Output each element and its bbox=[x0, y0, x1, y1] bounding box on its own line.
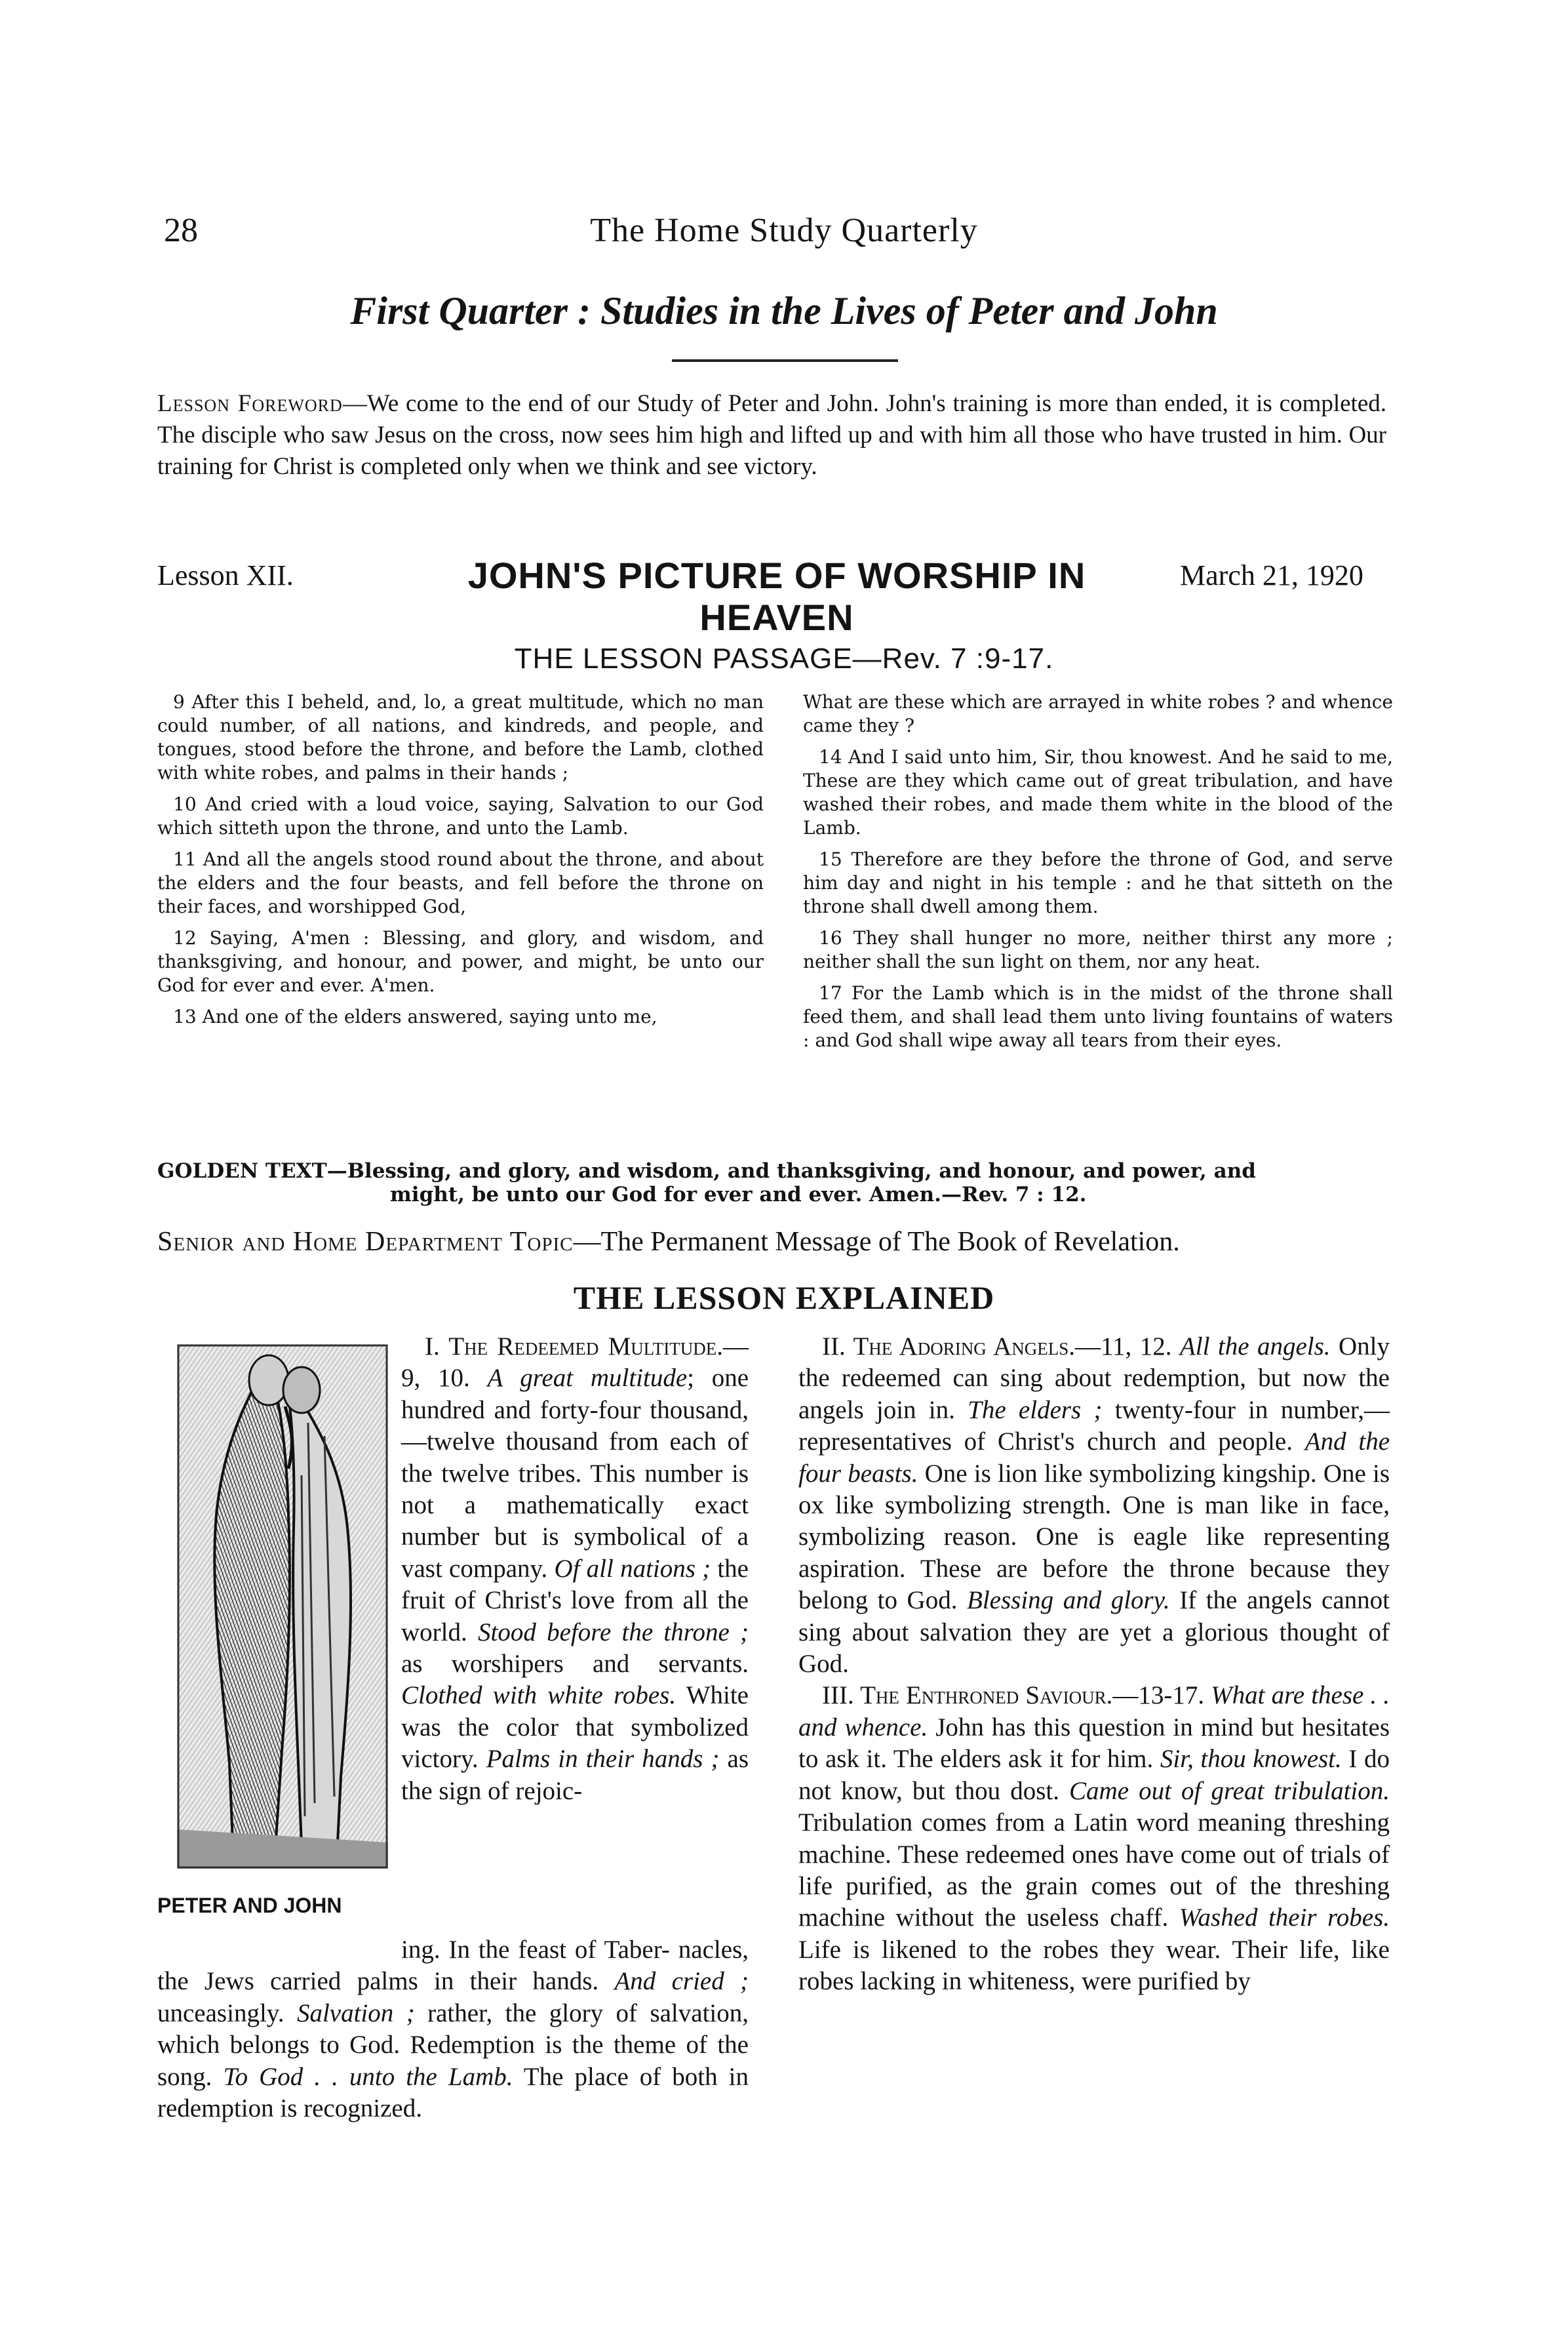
s1-term: To God . . unto the Lamb. bbox=[223, 2062, 513, 2091]
s1-term: A great multitude bbox=[487, 1364, 688, 1393]
lesson-date: March 21, 1920 bbox=[1180, 559, 1363, 591]
scripture-verse: 13 And one of the elders answered, saying unto me, bbox=[173, 1006, 657, 1027]
lesson-explained-heading: THE LESSON EXPLAINED bbox=[573, 1279, 995, 1316]
s3-text: Life is likened to the robes they wear. Their life, like robes lacking in whiteness, were purified by bbox=[798, 1935, 1390, 1996]
lesson-foreword bbox=[157, 388, 1386, 483]
section-3-title: III. The Enthroned Saviour.—13-17. bbox=[822, 1681, 1205, 1710]
s1-term: Salvation ; bbox=[296, 1999, 415, 2027]
s2-text: If the angels cannot sing about salvation they are yet a glorious thought of God. bbox=[798, 1586, 1390, 1679]
s1-text-feast: ing. In the feast of Taber- bbox=[401, 1936, 670, 1964]
illustration-caption: PETER AND JOHN bbox=[157, 1894, 342, 1917]
section-2-text bbox=[798, 1331, 1390, 1680]
section-3-text bbox=[798, 1680, 1390, 1997]
explanation-section-1-continued bbox=[157, 1934, 749, 2124]
s2-term: Blessing and glory. bbox=[967, 1586, 1170, 1615]
scripture-verse: 16 They shall hunger no more, neither thirst any more ; neither shall the sun light on them, nor any heat. bbox=[803, 927, 1393, 972]
s1-term: And cried ; bbox=[614, 1967, 749, 1996]
s1-term: Palms in their hands ; bbox=[486, 1745, 720, 1774]
s1-term: Stood before the throne ; bbox=[478, 1618, 749, 1646]
lesson-passage-heading: THE LESSON PASSAGE—Rev. 7 :9-17. bbox=[514, 643, 1054, 675]
page-number: 28 bbox=[164, 212, 198, 249]
s3-term: Sir, thou knowest. bbox=[1160, 1745, 1342, 1774]
s1-text: as worshipers and servants. bbox=[401, 1650, 749, 1679]
peter-and-john-illustration bbox=[177, 1344, 388, 1869]
s1-text: White was the color that symbolized victory. bbox=[401, 1681, 749, 1774]
s2-text: Only the redeemed can sing about redemption, but now the angels join in. bbox=[798, 1332, 1390, 1424]
scripture-verse: 10 And cried with a loud voice, saying, Salvation to our God which sitteth upon the throne, and unto the Lamb. bbox=[157, 793, 764, 839]
scripture-verse: 14 And I said unto him, Sir, thou knowest. And he said to me, These are they which came out of great tribulation, and have washed their robes, and made them white in the blood of the Lamb. bbox=[803, 746, 1393, 839]
golden-text-line: GOLDEN TEXT—Blessing, and glory, and wisdom, and thanksgiving, and honour, and power, and bbox=[157, 1159, 1256, 1183]
s3-text: Tribulation comes from a Latin word meaning threshing machine. These redeemed ones have come out of trials of life purified, as the grain comes out of the threshing machine without the useless chaff. bbox=[798, 1808, 1390, 1932]
s1-term: Of all nations ; bbox=[554, 1554, 711, 1583]
section-2-title: II. The Adoring Angels.—11, 12. bbox=[822, 1332, 1172, 1361]
s2-term: All the angels. bbox=[1179, 1332, 1331, 1361]
s2-text: twenty-four in number,—representatives of Christ's church and people. bbox=[798, 1395, 1390, 1456]
title-rule bbox=[672, 359, 898, 362]
scripture-verse: 11 And all the angels stood round about the throne, and about the elders and the four beasts, and fell before the throne on their faces, and worshipped God, bbox=[157, 848, 764, 917]
s2-text: One is lion like symbolizing kingship. One is ox like symbolizing strength. One is man like in face, symbolizing reason. One is eagle like representing aspiration. These are before the throne because they belong to God. bbox=[798, 1459, 1390, 1615]
s3-term: Washed their robes. bbox=[1179, 1903, 1390, 1932]
s3-text: John has this question in mind but hesitates to ask it. The elders ask it for him. bbox=[798, 1713, 1390, 1774]
foreword-label: Lesson Foreword bbox=[157, 390, 343, 417]
golden-text-line: might, be unto our God for ever and ever. Amen.—Rev. 7 : 12. bbox=[390, 1183, 1087, 1206]
s1-text: ; one hundred and forty-four thousand,—twelve thousand from each of the twelve tribes. This number is not a mathematically exact number but is symbolical of a vast company. bbox=[401, 1364, 749, 1583]
lesson-number: Lesson XII. bbox=[157, 559, 294, 591]
s3-term: Came out of great tribulation. bbox=[1069, 1776, 1390, 1805]
scripture-verse: 17 For the Lamb which is in the midst of the throne shall feed them, and shall lead them unto living fountains of waters : and God shall wipe away all tears from their eyes. bbox=[803, 982, 1393, 1051]
s1-text: rather, the glory of salvation, which belongs to God. Redemption is the theme of the song. bbox=[157, 1999, 749, 2091]
scripture-verse: 12 Saying, A'men : Blessing, and glory, and wisdom, and thanksgiving, and honour, and power, and might, be unto our God for ever and ever. A'men. bbox=[157, 927, 764, 996]
explanation-section-1 bbox=[401, 1331, 749, 1807]
s1-term: Clothed with white robes. bbox=[401, 1681, 676, 1710]
s2-term: The elders ; bbox=[968, 1395, 1103, 1424]
topic-text: —The Permanent Message of The Book of Revelation. bbox=[573, 1227, 1180, 1257]
section-1-text bbox=[401, 1331, 749, 1807]
s3-term: What are these . . and whence. bbox=[798, 1681, 1390, 1741]
scripture-verse: 15 Therefore are they before the throne of God, and serve him day and night in his temple : and he that sitteth on the throne shall dwell among them. bbox=[803, 848, 1393, 917]
department-topic bbox=[157, 1226, 1390, 1258]
s1-text-rejoicing: as the sign of rejoic- bbox=[401, 1745, 749, 1805]
s1-text: unceasingly. bbox=[157, 1999, 284, 2027]
section-1-title: I. The Redeemed Multitude.—9, 10. bbox=[401, 1332, 749, 1393]
s1-text: the fruit of Christ's love from all the world. bbox=[401, 1554, 749, 1646]
topic-label: Senior and Home Department Topic bbox=[157, 1227, 574, 1257]
explanation-sections-2-3 bbox=[798, 1331, 1390, 1998]
quarter-title: First Quarter : Studies in the Lives of Peter and John bbox=[350, 289, 1218, 332]
scripture-right-column bbox=[803, 690, 1393, 1060]
running-title: The Home Study Quarterly bbox=[590, 212, 978, 249]
s3-text: I do not know, but thou dost. bbox=[798, 1745, 1390, 1805]
lesson-title: JOHN'S PICTURE OF WORSHIP IN HEAVEN bbox=[467, 555, 1086, 638]
golden-text bbox=[157, 1159, 1390, 1206]
scripture-verse-continued: What are these which are arrayed in white robes ? and whence came they ? bbox=[803, 691, 1393, 736]
s2-term: And the four beasts. bbox=[798, 1427, 1390, 1488]
s1-text: The place of both in redemption is recognized. bbox=[157, 2062, 749, 2123]
foreword-text: —We come to the end of our Study of Peter and John. John's training is more than ended, it is completed. The disciple who saw Jesus on the cross, now sees him high and lifted up and with him all those who have trusted in him. Our training for Christ is completed only when we think and see victory. bbox=[157, 390, 1387, 480]
scripture-left-column bbox=[157, 690, 764, 1037]
scripture-verse: 9 After this I beheld, and, lo, a great multitude, which no man could number, of all nations, and kindreds, and people, and tongues, stood before the throne, and before the Lamb, clothed with white robes, and palms in their hands ; bbox=[157, 691, 764, 784]
section-1-continued-text: ing. In the feast of Taber- nacles, the Jews carried palms in their hands. And cried ; unceasingly. Salvation ; rather, the glory of salvation, which belongs to God. Redemption is the theme of the song. To God . . unto the Lamb. The place of both in redemption is recognized. bbox=[157, 1936, 749, 2123]
